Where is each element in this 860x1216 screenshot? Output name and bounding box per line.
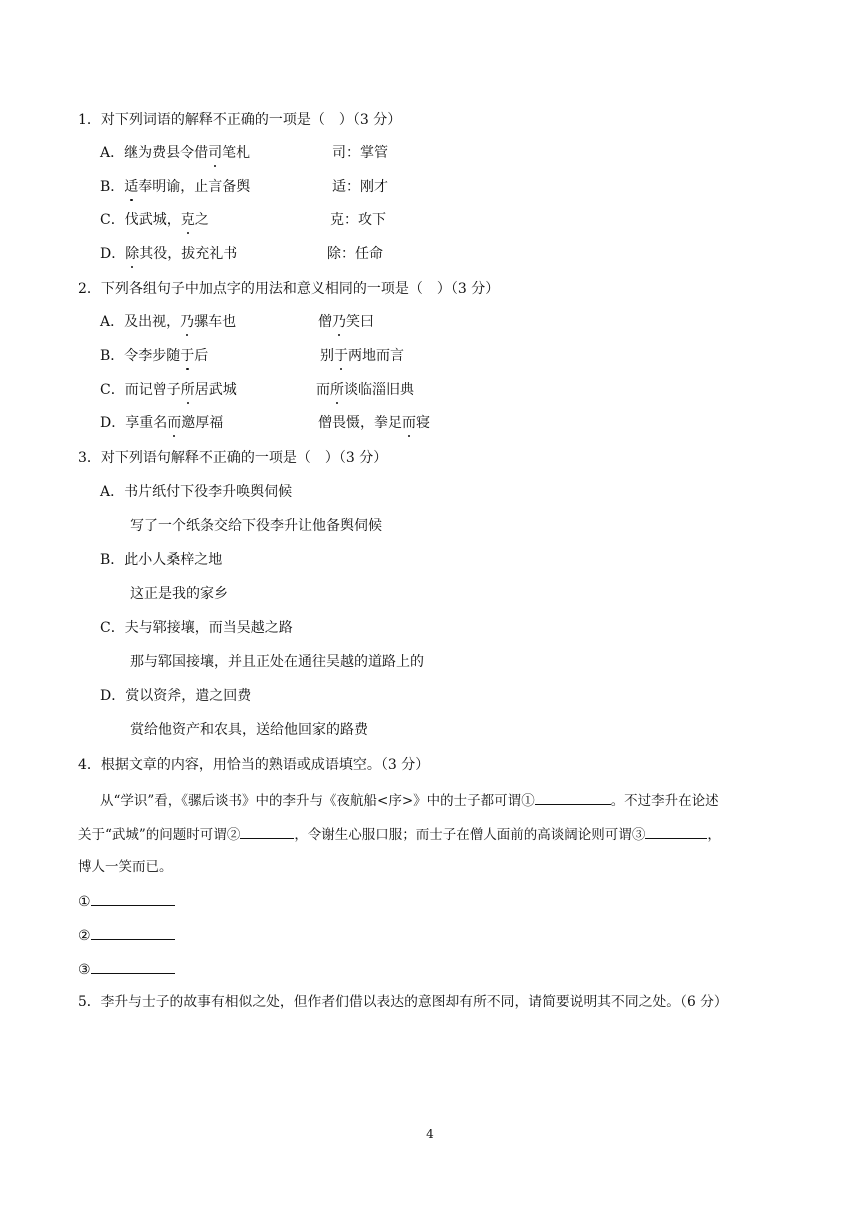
q2-option-d-left: D．享重名而邀厚福 xyxy=(100,415,224,431)
page-number: 4 xyxy=(426,1127,434,1141)
q2-option-c-left: C．而记曾子所居武城 xyxy=(100,382,237,398)
q4-answer-line-2[interactable] xyxy=(91,924,175,940)
q3-option-d: D．赏以资斧，遣之回费 xyxy=(100,688,252,704)
q3-option-c: C．夫与郓接壤，而当吴越之路 xyxy=(100,620,293,636)
q4-answer-line-1[interactable] xyxy=(91,890,175,906)
q4-blank-3[interactable] xyxy=(645,823,707,839)
q1-option-a: A．继为费县令借司笔札 xyxy=(100,145,251,161)
q2-option-c-right: 而所谈临淄旧典 xyxy=(316,382,414,398)
q3-stem: 3．对下列语句解释不正确的一项是（ ）（3 分） xyxy=(78,450,388,466)
q2-option-a-left: A．及出视，乃骡车也 xyxy=(100,314,237,330)
q1-option-d: D．除其役，拔充礼书 xyxy=(100,246,238,262)
q2-option-b-left: B．令李步随于后 xyxy=(100,348,209,364)
q2-option-b-right: 别于两地而言 xyxy=(320,348,404,364)
q3-option-a: A．书片纸付下役李升唤舆伺候 xyxy=(100,484,293,500)
q4-answer-2: ② xyxy=(78,924,175,946)
q4-stem: 4．根据文章的内容，用恰当的熟语或成语填空。（3 分） xyxy=(78,757,430,773)
q3-explanation-b: 这正是我的家乡 xyxy=(130,586,228,602)
q1-option-b: B．适奉明谕，止言备舆 xyxy=(100,179,251,195)
q4-blank-2[interactable] xyxy=(240,823,294,839)
q4-answer-line-3[interactable] xyxy=(91,958,175,974)
q2-option-a-right: 僧乃笑曰 xyxy=(318,314,374,330)
q4-answer-1: ① xyxy=(78,890,175,912)
q4-passage-line-1: 从“学识”看，《骡后谈书》中的李升与《夜航船<序>》中的士子都可谓① 。不过李升在论述 xyxy=(100,789,719,811)
q1-stem: 1．对下列词语的解释不正确的一项是（ ）（3 分） xyxy=(78,112,402,128)
q3-option-b: B．此小人桑梓之地 xyxy=(100,552,223,568)
q4-answer-3: ③ xyxy=(78,958,175,980)
q4-passage-line-2: 关于“武城”的问题时可谓② ，令谢生心服口服；而士子在僧人面前的高谈阔论则可谓③ ， xyxy=(78,823,721,845)
q2-stem: 2．下列各组句子中加点字的用法和意义相同的一项是（ ）（3 分） xyxy=(78,281,500,297)
q4-blank-1[interactable] xyxy=(535,789,611,805)
q1-gloss-a: 司：掌管 xyxy=(332,145,388,161)
q2-option-d-right: 僧畏慑，拳足而寝 xyxy=(318,415,430,431)
q3-explanation-c: 那与郓国接壤，并且正处在通往吴越的道路上的 xyxy=(130,654,424,670)
q3-explanation-a: 写了一个纸条交给下役李升让他备舆伺候 xyxy=(130,518,382,534)
q1-gloss-d: 除：任命 xyxy=(327,246,383,262)
q1-option-c: C．伐武城，克之 xyxy=(100,212,209,228)
q1-gloss-b: 适：刚才 xyxy=(332,179,388,195)
q4-passage-line-3: 博人一笑而已。 xyxy=(78,859,173,875)
q5-stem: 5．李升与士子的故事有相似之处，但作者们借以表达的意图却有所不同，请简要说明其不同之处。（6 分） xyxy=(78,994,728,1010)
q3-explanation-d: 赏给他资产和农具，送给他回家的路费 xyxy=(130,722,368,738)
q1-gloss-c: 克：攻下 xyxy=(330,212,386,228)
